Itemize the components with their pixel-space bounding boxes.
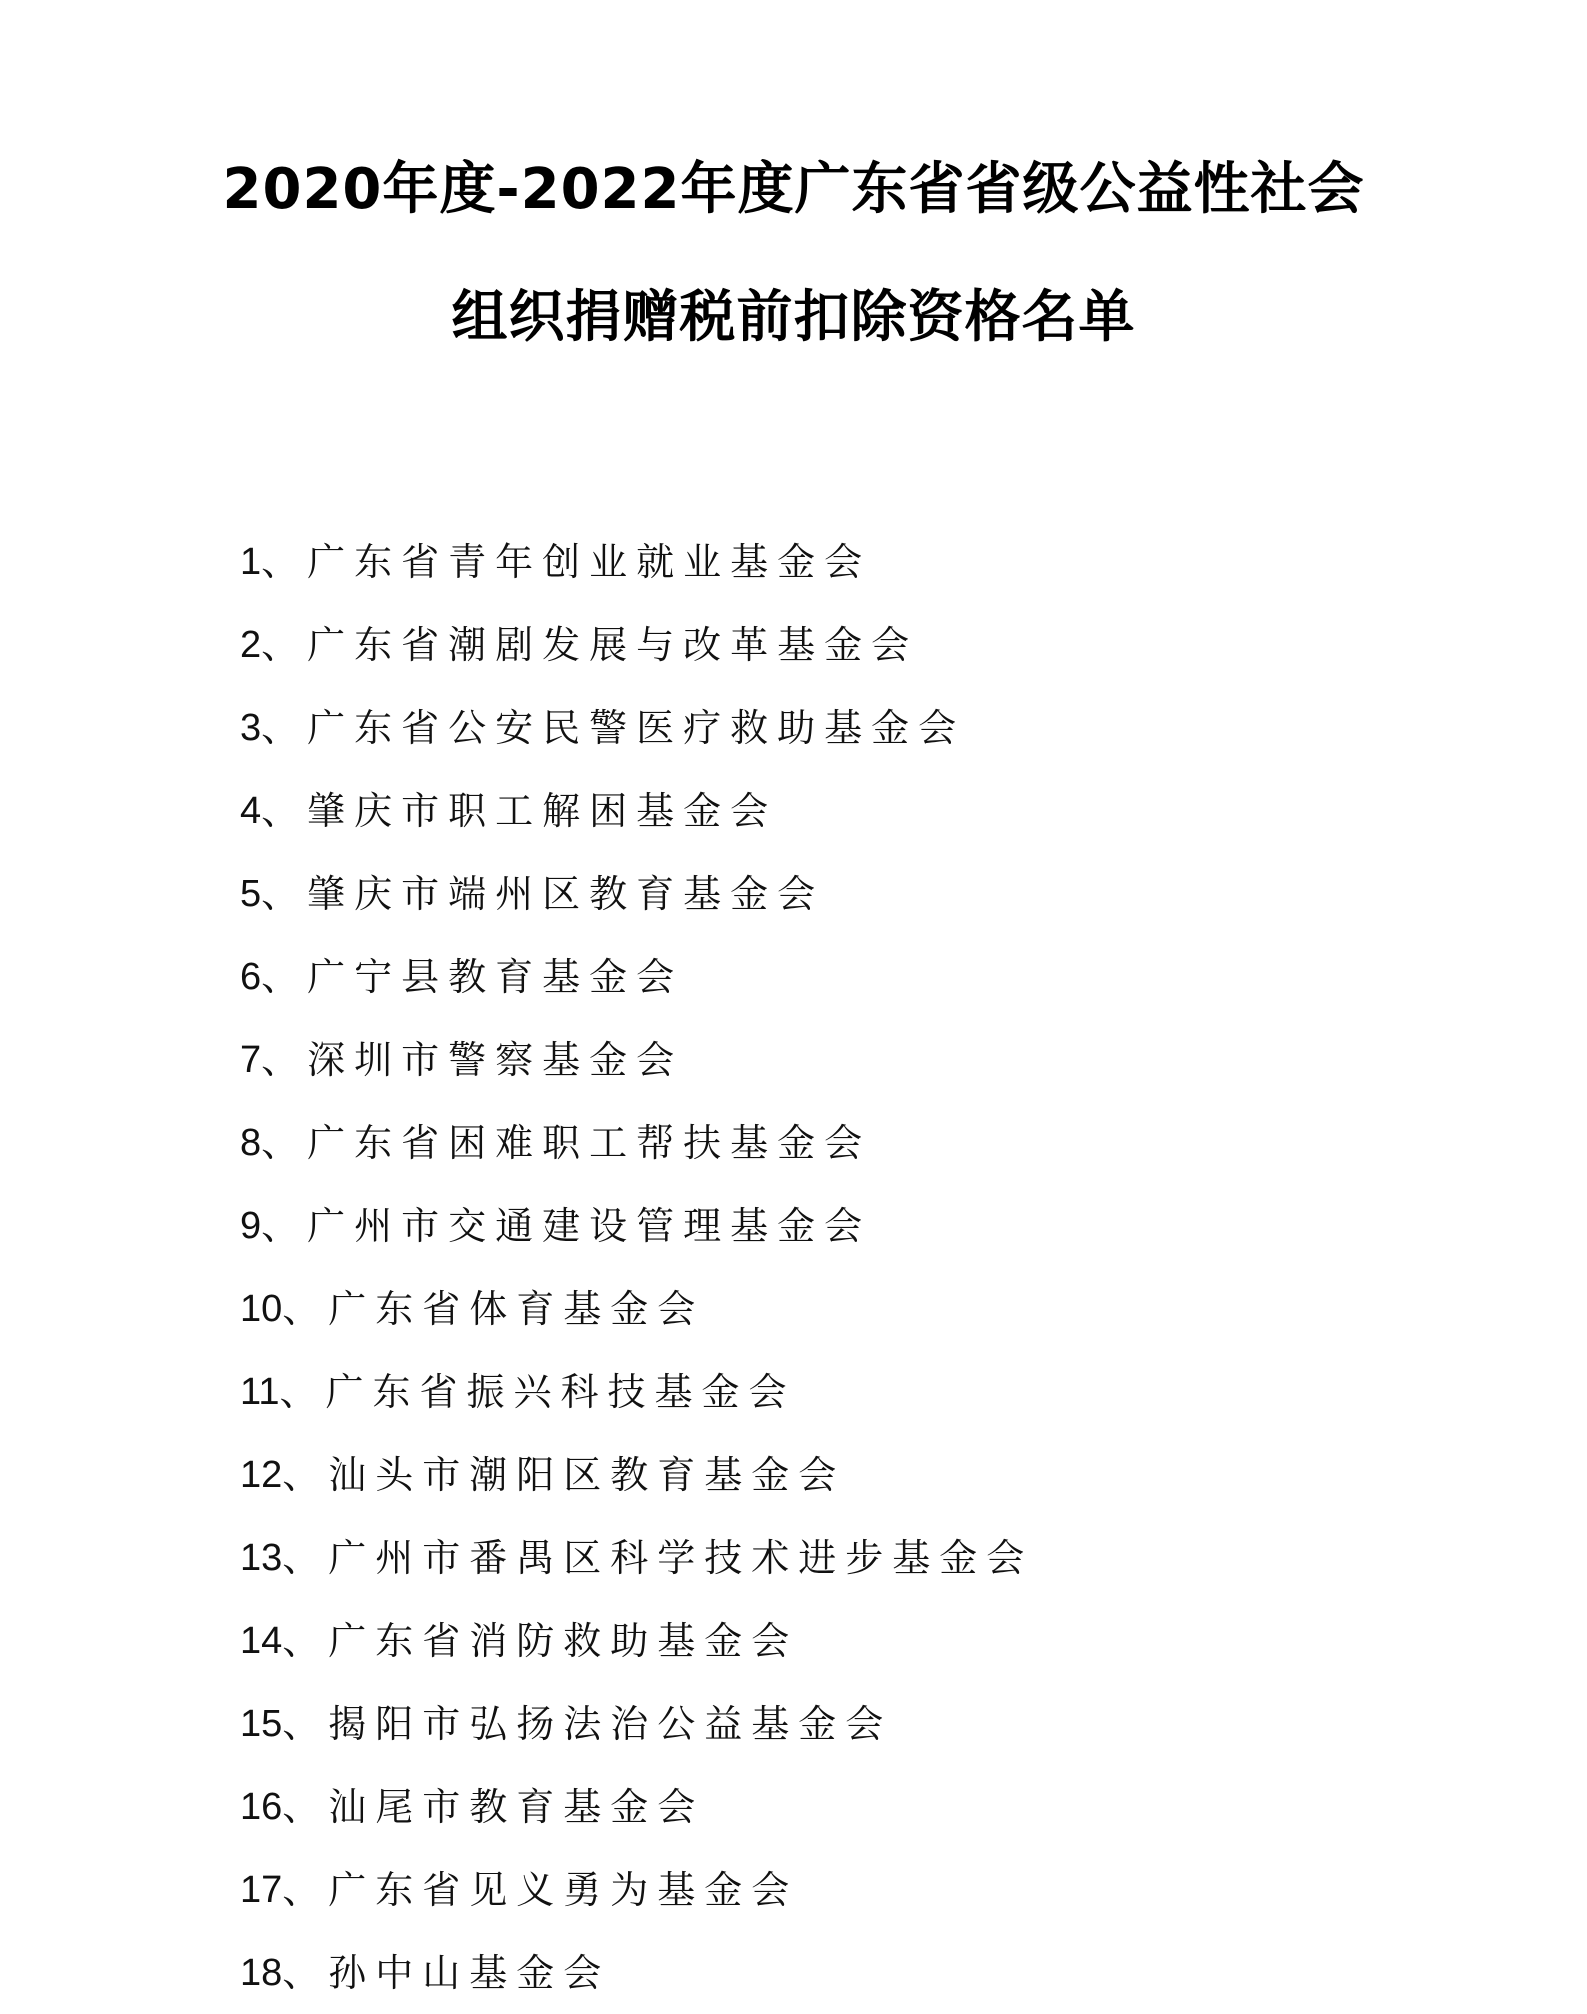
item-name: 广东省青年创业就业基金会	[307, 539, 872, 584]
item-separator: 、	[261, 871, 308, 916]
list-item	[240, 1184, 1033, 1267]
item-name: 广州市番禺区科学技术进步基金会	[328, 1535, 1034, 1580]
list-item	[240, 852, 1033, 935]
item-number: 16	[240, 1785, 283, 1828]
document-title-line-1: 2020年度-2022年度广东省省级公益性社会	[222, 157, 1365, 222]
item-name: 广州市交通建设管理基金会	[307, 1203, 872, 1248]
item-number: 18	[240, 1951, 283, 1994]
item-number: 14	[240, 1619, 283, 1662]
list-item	[240, 1931, 1033, 2014]
item-separator: 、	[261, 1037, 308, 1082]
item-name: 广东省见义勇为基金会	[328, 1867, 799, 1912]
list-item	[240, 1018, 1033, 1101]
item-name: 广东省体育基金会	[328, 1286, 705, 1331]
list-item	[240, 686, 1033, 769]
item-number: 4	[240, 789, 262, 832]
item-separator: 、	[282, 1535, 329, 1580]
item-number: 11	[240, 1370, 280, 1413]
list-item	[240, 1350, 1033, 1433]
list-item	[240, 1848, 1033, 1931]
item-separator: 、	[261, 539, 308, 584]
item-separator: 、	[279, 1369, 326, 1414]
item-name: 汕头市潮阳区教育基金会	[328, 1452, 846, 1497]
item-number: 9	[240, 1204, 262, 1247]
list-item	[240, 603, 1033, 686]
item-number: 15	[240, 1702, 283, 1745]
item-number: 12	[240, 1453, 283, 1496]
document-title-line-2: 组织捐赠税前扣除资格名单	[451, 285, 1136, 350]
item-separator: 、	[261, 788, 308, 833]
item-name: 广东省困难职工帮扶基金会	[307, 1120, 872, 1165]
list-item	[240, 1682, 1033, 1765]
item-number: 2	[240, 623, 262, 666]
item-number: 10	[240, 1287, 283, 1330]
item-name: 广东省公安民警医疗救助基金会	[307, 705, 966, 750]
item-separator: 、	[261, 705, 308, 750]
item-name: 深圳市警察基金会	[307, 1037, 684, 1082]
organization-list	[240, 520, 1033, 2014]
list-item	[240, 520, 1033, 603]
item-separator: 、	[261, 1203, 308, 1248]
item-number: 1	[240, 540, 262, 583]
item-number: 8	[240, 1121, 262, 1164]
item-separator: 、	[261, 622, 308, 667]
item-number: 5	[240, 872, 262, 915]
item-number: 13	[240, 1536, 283, 1579]
item-name: 肇庆市职工解困基金会	[307, 788, 778, 833]
item-separator: 、	[282, 1618, 329, 1663]
item-name: 广宁县教育基金会	[307, 954, 684, 999]
item-name: 孙中山基金会	[328, 1950, 611, 1995]
list-item	[240, 1101, 1033, 1184]
list-item	[240, 935, 1033, 1018]
item-name: 揭阳市弘扬法治公益基金会	[328, 1701, 893, 1746]
item-number: 6	[240, 955, 262, 998]
list-item	[240, 769, 1033, 852]
item-number: 3	[240, 706, 262, 749]
item-number: 7	[240, 1038, 262, 1081]
item-separator: 、	[261, 954, 308, 999]
list-item	[240, 1765, 1033, 1848]
list-item	[240, 1433, 1033, 1516]
item-separator: 、	[282, 1784, 329, 1829]
item-separator: 、	[261, 1120, 308, 1165]
list-item	[240, 1516, 1033, 1599]
item-name: 肇庆市端州区教育基金会	[307, 871, 825, 916]
list-item	[240, 1599, 1033, 1682]
item-name: 广东省潮剧发展与改革基金会	[307, 622, 919, 667]
item-separator: 、	[282, 1867, 329, 1912]
item-name: 汕尾市教育基金会	[328, 1784, 705, 1829]
list-item	[240, 1267, 1033, 1350]
item-name: 广东省振兴科技基金会	[325, 1369, 796, 1414]
item-number: 17	[240, 1868, 283, 1911]
item-separator: 、	[282, 1950, 329, 1995]
item-separator: 、	[282, 1701, 329, 1746]
item-name: 广东省消防救助基金会	[328, 1618, 799, 1663]
item-separator: 、	[282, 1286, 329, 1331]
item-separator: 、	[282, 1452, 329, 1497]
